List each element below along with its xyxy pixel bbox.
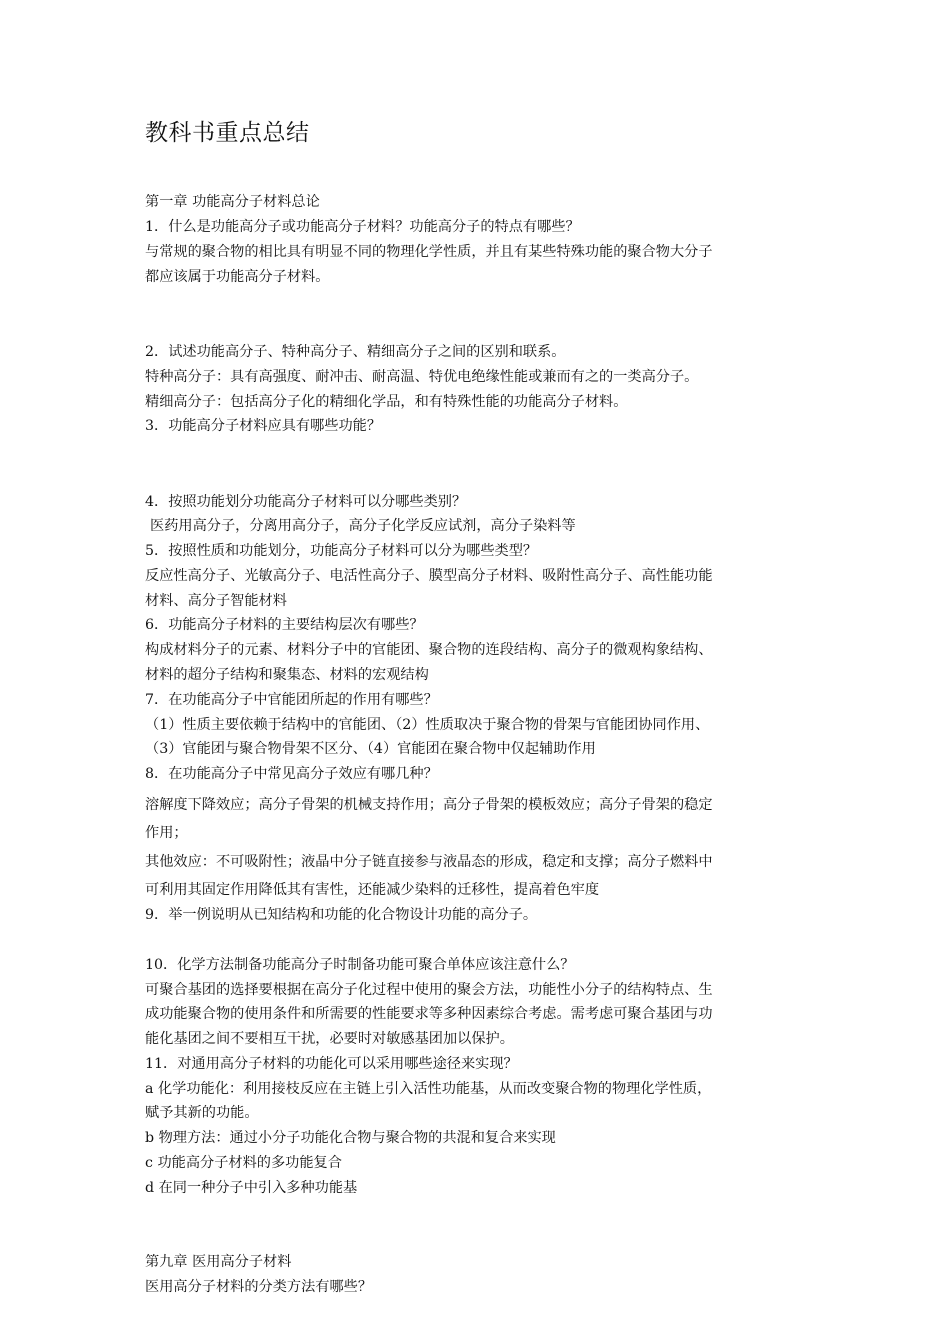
question-line: 3．功能高分子材料应具有哪些功能？ <box>145 418 382 434</box>
question-line: 医用高分子材料的分类方法有哪些？ <box>145 1279 373 1295</box>
answer-line: （3）官能团与聚合物骨架不区分、（4）官能团在聚合物中仅起辅助作用 <box>145 741 596 757</box>
answer-line: 赋予其新的功能。 <box>145 1105 259 1121</box>
chapter-heading: 第一章 功能高分子材料总论 <box>145 194 320 210</box>
question-line: 5．按照性质和功能划分，功能高分子材料可以分为哪些类型？ <box>145 543 538 559</box>
answer-line: a 化学功能化：利用接枝反应在主链上引入活性功能基，从而改变聚合物的物理化学性质， <box>145 1081 712 1097</box>
answer-line: 溶解度下降效应；高分子骨架的机械支持作用；高分子骨架的模板效应；高分子骨架的稳定 <box>145 797 713 813</box>
answer-line: 构成材料分子的元素、材料分子中的官能团、聚合物的连段结构、高分子的微观构象结构、 <box>145 642 713 658</box>
answer-line: （1）性质主要依赖于结构中的官能团、（2）性质取决于聚合物的骨架与官能团协同作用、 <box>145 717 710 733</box>
answer-line: 可利用其固定作用降低其有害性，还能减少染料的迁移性，提高着色牢度 <box>145 882 600 898</box>
answer-line: c 功能高分子材料的多功能复合 <box>145 1155 342 1171</box>
answer-line: 与常规的聚合物的相比具有明显不同的物理化学性质，并且有某些特殊功能的聚合物大分子 <box>145 244 713 260</box>
answer-line: 可聚合基团的选择要根据在高分子化过程中使用的聚会方法，功能性小分子的结构特点、生 <box>145 982 713 998</box>
answer-line: 材料的超分子结构和聚集态、材料的宏观结构 <box>145 667 429 683</box>
question-line: 4．按照功能划分功能高分子材料可以分哪些类别？ <box>145 494 467 510</box>
answer-line: 都应该属于功能高分子材料。 <box>145 269 330 285</box>
answer-line: 作用； <box>145 825 188 841</box>
answer-line: 医药用高分子，分离用高分子，高分子化学反应试剂，高分子染料等 <box>150 518 576 534</box>
question-line: 6．功能高分子材料的主要结构层次有哪些？ <box>145 617 424 633</box>
answer-line: 其他效应：不可吸附性；液晶中分子链直接参与液晶态的形成，稳定和支撑；高分子燃料中 <box>145 854 713 870</box>
question-line: 7．在功能高分子中官能团所起的作用有哪些？ <box>145 692 438 708</box>
answer-line: 材料、高分子智能材料 <box>145 593 287 609</box>
question-line: 2．试述功能高分子、特种高分子、精细高分子之间的区别和联系。 <box>145 344 566 360</box>
answer-line: 精细高分子：包括高分子化的精细化学品，和有特殊性能的功能高分子材料。 <box>145 394 628 410</box>
answer-line: 反应性高分子、光敏高分子、电活性高分子、膜型高分子材料、吸附性高分子、高性能功能 <box>145 568 713 584</box>
answer-line: 成功能聚合物的使用条件和所需要的性能要求等多种因素综合考虑。需考虑可聚合基团与功 <box>145 1006 713 1022</box>
question-line: 10．化学方法制备功能高分子时制备功能可聚合单体应该注意什么？ <box>145 957 575 973</box>
question-line: 1．什么是功能高分子或功能高分子材料？功能高分子的特点有哪些？ <box>145 219 580 235</box>
document-title: 教科书重点总结 <box>145 120 310 146</box>
question-line: 11．对通用高分子材料的功能化可以采用哪些途径来实现？ <box>145 1056 518 1072</box>
question-line: 8．在功能高分子中常见高分子效应有哪几种？ <box>145 766 438 782</box>
answer-line: 特种高分子：具有高强度、耐冲击、耐高温、特优电绝缘性能或兼而有之的一类高分子。 <box>145 369 699 385</box>
answer-line: d 在同一种分子中引入多种功能基 <box>145 1180 358 1196</box>
answer-line: 能化基团之间不要相互干扰，必要时对敏感基团加以保护。 <box>145 1031 514 1047</box>
question-line: 9．举一例说明从已知结构和功能的化合物设计功能的高分子。 <box>145 907 538 923</box>
answer-line: b 物理方法：通过小分子功能化合物与聚合物的共混和复合来实现 <box>145 1130 556 1146</box>
chapter-heading: 第九章 医用高分子材料 <box>145 1254 292 1270</box>
